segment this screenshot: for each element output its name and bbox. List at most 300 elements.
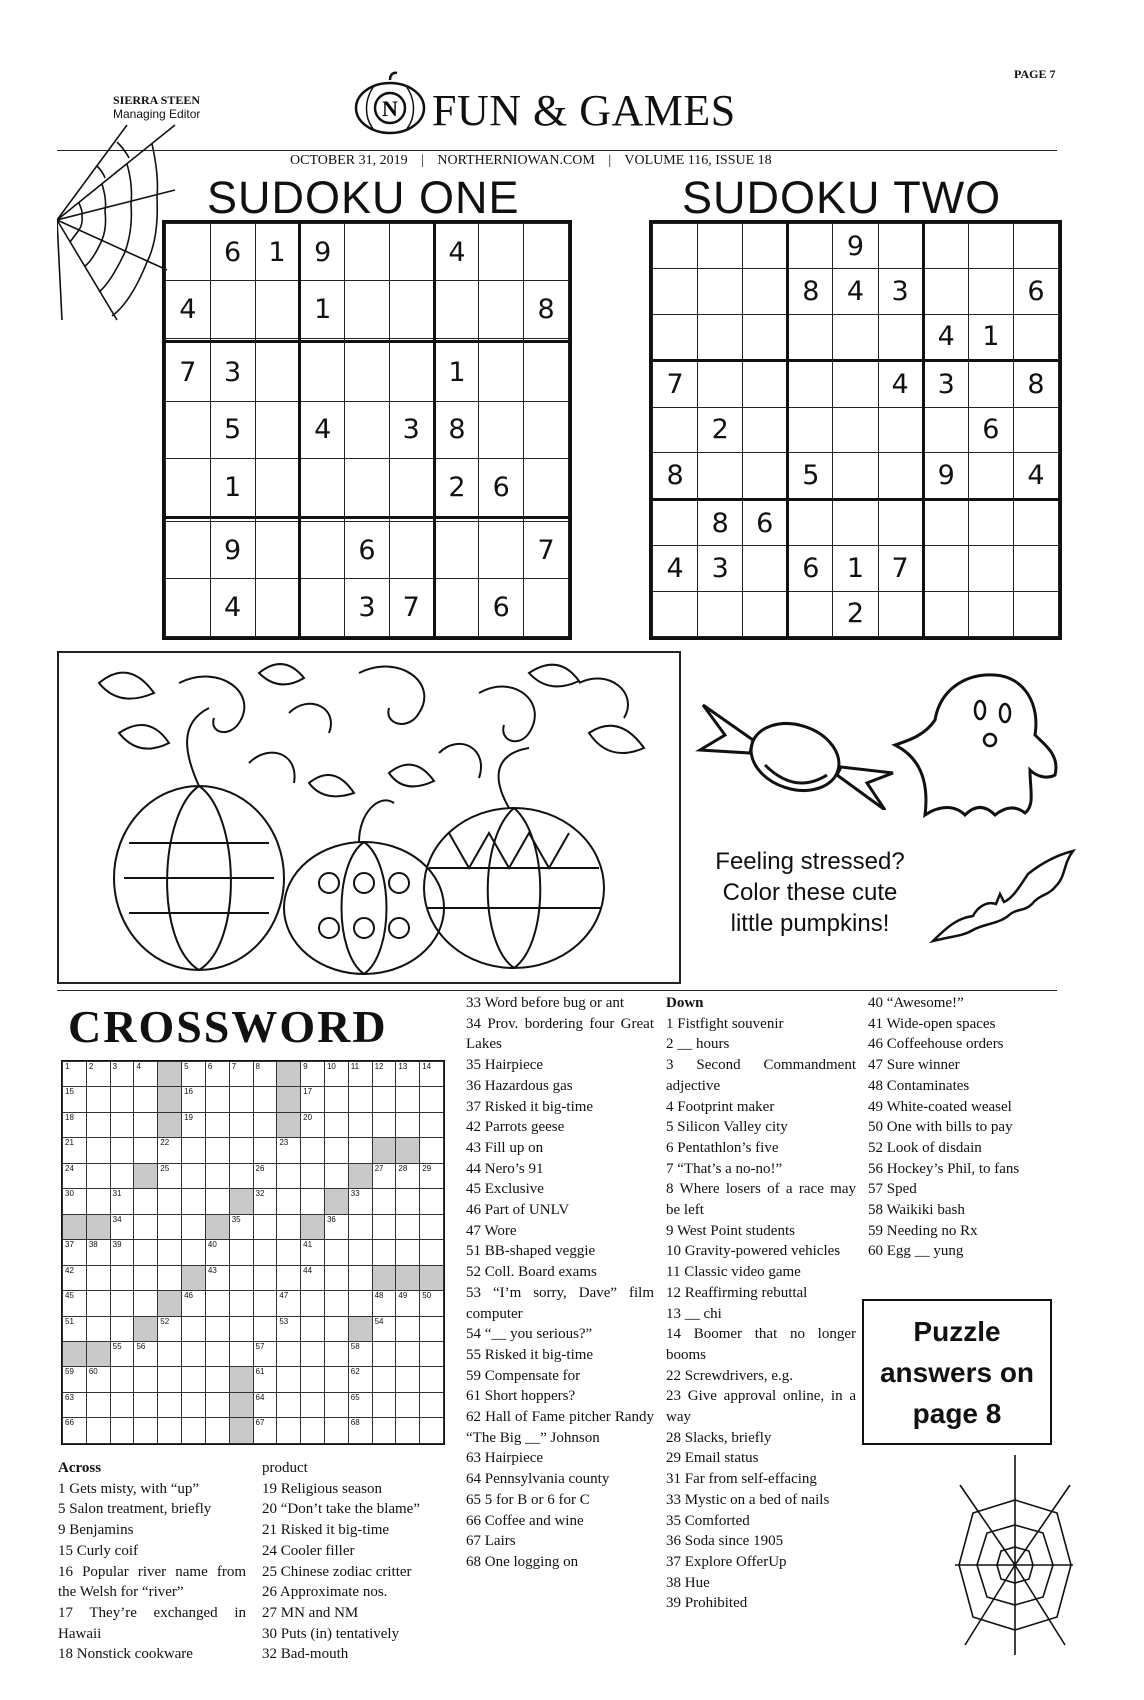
crossword-cell[interactable] <box>253 1112 277 1137</box>
sudoku-one-cell[interactable] <box>300 522 345 579</box>
crossword-cell[interactable] <box>158 1265 182 1290</box>
sudoku-two-cell[interactable] <box>653 224 698 269</box>
crossword-cell[interactable] <box>253 1214 277 1239</box>
crossword-cell[interactable] <box>134 1291 158 1316</box>
crossword-cell[interactable] <box>396 1392 420 1417</box>
sudoku-two-cell[interactable]: 1 <box>968 314 1013 361</box>
crossword-cell[interactable] <box>205 1418 229 1444</box>
sudoku-one-cell[interactable] <box>479 224 524 281</box>
crossword-cell[interactable] <box>348 1341 372 1366</box>
crossword-cell[interactable] <box>63 1163 87 1188</box>
crossword-cell[interactable] <box>182 1291 206 1316</box>
crossword-cell[interactable] <box>134 1112 158 1137</box>
sudoku-one-cell[interactable]: 1 <box>210 459 255 518</box>
sudoku-one-cell[interactable] <box>524 342 569 401</box>
sudoku-two-cell[interactable] <box>743 591 788 636</box>
sudoku-one-cell[interactable] <box>524 579 569 637</box>
crossword-cell[interactable] <box>229 1138 253 1163</box>
crossword-cell[interactable] <box>301 1265 325 1290</box>
crossword-cell[interactable] <box>182 1367 206 1392</box>
crossword-cell[interactable] <box>396 1367 420 1392</box>
crossword-cell[interactable] <box>348 1112 372 1137</box>
crossword-cell[interactable] <box>134 1418 158 1444</box>
crossword-cell[interactable] <box>205 1062 229 1087</box>
crossword-cell[interactable] <box>277 1367 301 1392</box>
sudoku-two-cell[interactable]: 4 <box>653 546 698 591</box>
sudoku-two-cell[interactable] <box>1013 546 1058 591</box>
crossword-cell[interactable] <box>110 1418 134 1444</box>
sudoku-two-cell[interactable] <box>788 361 833 408</box>
sudoku-one-cell[interactable] <box>166 579 211 637</box>
sudoku-one-cell[interactable] <box>255 342 300 401</box>
crossword-cell[interactable] <box>229 1214 253 1239</box>
crossword-cell[interactable] <box>134 1265 158 1290</box>
sudoku-one-cell[interactable]: 4 <box>300 401 345 458</box>
sudoku-one-cell[interactable] <box>389 224 434 281</box>
sudoku-one-cell[interactable] <box>434 522 479 579</box>
sudoku-one-cell[interactable]: 2 <box>434 459 479 518</box>
sudoku-two-cell[interactable] <box>743 269 788 314</box>
sudoku-one-cell[interactable] <box>434 281 479 338</box>
website-link[interactable]: NORTHERNIOWAN.COM <box>437 153 595 168</box>
crossword-cell[interactable] <box>324 1291 348 1316</box>
sudoku-one-cell[interactable] <box>389 281 434 338</box>
crossword-cell[interactable] <box>86 1163 110 1188</box>
sudoku-two-cell[interactable] <box>698 314 743 361</box>
sudoku-one-cell[interactable]: 3 <box>389 401 434 458</box>
crossword-cell[interactable] <box>134 1214 158 1239</box>
crossword-cell[interactable] <box>420 1316 444 1341</box>
crossword-cell[interactable] <box>182 1418 206 1444</box>
crossword-cell[interactable] <box>420 1291 444 1316</box>
sudoku-two-cell[interactable] <box>833 453 878 500</box>
crossword-cell[interactable] <box>277 1189 301 1214</box>
crossword-cell[interactable] <box>158 1189 182 1214</box>
sudoku-two-cell[interactable] <box>743 314 788 361</box>
crossword-cell[interactable] <box>205 1341 229 1366</box>
sudoku-one-cell[interactable] <box>345 342 390 401</box>
sudoku-one-cell[interactable]: 1 <box>255 224 300 281</box>
sudoku-one-cell[interactable] <box>479 401 524 458</box>
sudoku-two-cell[interactable] <box>1013 224 1058 269</box>
sudoku-two-cell[interactable] <box>743 407 788 452</box>
crossword-cell[interactable] <box>110 1112 134 1137</box>
crossword-cell[interactable] <box>301 1163 325 1188</box>
sudoku-one-cell[interactable] <box>524 224 569 281</box>
crossword-cell[interactable] <box>229 1316 253 1341</box>
sudoku-two-cell[interactable] <box>968 499 1013 546</box>
sudoku-two-cell[interactable]: 6 <box>1013 269 1058 314</box>
crossword-cell[interactable] <box>396 1291 420 1316</box>
sudoku-two-cell[interactable] <box>653 407 698 452</box>
sudoku-two-cell[interactable] <box>968 224 1013 269</box>
crossword-cell[interactable] <box>253 1392 277 1417</box>
sudoku-one-cell[interactable] <box>166 224 211 281</box>
crossword-cell[interactable] <box>182 1240 206 1265</box>
sudoku-one-cell[interactable]: 4 <box>434 224 479 281</box>
crossword-cell[interactable] <box>324 1112 348 1137</box>
crossword-cell[interactable] <box>182 1214 206 1239</box>
crossword-cell[interactable] <box>63 1265 87 1290</box>
sudoku-one-cell[interactable] <box>166 522 211 579</box>
crossword-cell[interactable] <box>86 1062 110 1087</box>
crossword-cell[interactable] <box>277 1418 301 1444</box>
sudoku-two-cell[interactable]: 6 <box>788 546 833 591</box>
crossword-cell[interactable] <box>324 1265 348 1290</box>
sudoku-one-cell[interactable]: 9 <box>300 224 345 281</box>
sudoku-two-cell[interactable] <box>833 499 878 546</box>
crossword-cell[interactable] <box>301 1367 325 1392</box>
crossword-cell[interactable] <box>182 1341 206 1366</box>
sudoku-two-cell[interactable] <box>743 453 788 500</box>
sudoku-two-cell[interactable]: 3 <box>923 361 968 408</box>
crossword-cell[interactable] <box>182 1316 206 1341</box>
crossword-cell[interactable] <box>372 1291 396 1316</box>
sudoku-two-cell[interactable] <box>878 314 923 361</box>
crossword-cell[interactable] <box>420 1341 444 1366</box>
crossword-cell[interactable] <box>205 1367 229 1392</box>
sudoku-two-cell[interactable] <box>698 269 743 314</box>
crossword-cell[interactable] <box>134 1138 158 1163</box>
crossword-cell[interactable] <box>301 1418 325 1444</box>
crossword-cell[interactable] <box>396 1418 420 1444</box>
crossword-cell[interactable] <box>420 1112 444 1137</box>
crossword-cell[interactable] <box>396 1087 420 1112</box>
sudoku-one-cell[interactable] <box>255 459 300 518</box>
sudoku-one-cell[interactable]: 6 <box>210 224 255 281</box>
sudoku-two-cell[interactable] <box>743 224 788 269</box>
crossword-cell[interactable] <box>86 1138 110 1163</box>
sudoku-one-cell[interactable]: 9 <box>210 522 255 579</box>
crossword-cell[interactable] <box>372 1189 396 1214</box>
sudoku-one-cell[interactable] <box>300 579 345 637</box>
sudoku-two-cell[interactable] <box>653 499 698 546</box>
crossword-cell[interactable] <box>253 1087 277 1112</box>
crossword-cell[interactable] <box>277 1316 301 1341</box>
sudoku-two-cell[interactable] <box>878 407 923 452</box>
sudoku-one-cell[interactable]: 7 <box>524 522 569 579</box>
sudoku-one-cell[interactable] <box>166 459 211 518</box>
crossword-cell[interactable] <box>182 1189 206 1214</box>
crossword-cell[interactable] <box>277 1138 301 1163</box>
crossword-cell[interactable] <box>182 1112 206 1137</box>
sudoku-two-cell[interactable] <box>833 361 878 408</box>
crossword-cell[interactable] <box>110 1240 134 1265</box>
sudoku-one-cell[interactable] <box>300 459 345 518</box>
sudoku-one-cell[interactable] <box>166 401 211 458</box>
crossword-cell[interactable] <box>324 1214 348 1239</box>
crossword-cell[interactable] <box>158 1240 182 1265</box>
crossword-cell[interactable] <box>420 1189 444 1214</box>
crossword-cell[interactable] <box>158 1214 182 1239</box>
crossword-cell[interactable] <box>420 1367 444 1392</box>
crossword-cell[interactable] <box>63 1316 87 1341</box>
crossword-cell[interactable] <box>86 1112 110 1137</box>
crossword-cell[interactable] <box>63 1189 87 1214</box>
crossword-cell[interactable] <box>63 1367 87 1392</box>
crossword-cell[interactable] <box>229 1112 253 1137</box>
sudoku-two-cell[interactable]: 2 <box>833 591 878 636</box>
crossword-cell[interactable] <box>110 1087 134 1112</box>
sudoku-two-cell[interactable]: 9 <box>923 453 968 500</box>
sudoku-one-cell[interactable]: 1 <box>434 342 479 401</box>
sudoku-one-cell[interactable]: 4 <box>166 281 211 338</box>
crossword-cell[interactable] <box>253 1341 277 1366</box>
crossword-cell[interactable] <box>158 1367 182 1392</box>
crossword-cell[interactable] <box>134 1062 158 1087</box>
crossword-cell[interactable] <box>372 1112 396 1137</box>
sudoku-two-cell[interactable] <box>833 407 878 452</box>
crossword-cell[interactable] <box>182 1087 206 1112</box>
crossword-cell[interactable] <box>420 1418 444 1444</box>
crossword-cell[interactable] <box>205 1138 229 1163</box>
crossword-cell[interactable] <box>158 1418 182 1444</box>
sudoku-two-cell[interactable]: 8 <box>698 499 743 546</box>
crossword-cell[interactable] <box>110 1163 134 1188</box>
sudoku-one-cell[interactable] <box>255 401 300 458</box>
sudoku-two-cell[interactable] <box>788 314 833 361</box>
crossword-cell[interactable] <box>301 1291 325 1316</box>
crossword-cell[interactable] <box>301 1138 325 1163</box>
sudoku-two-cell[interactable] <box>968 269 1013 314</box>
sudoku-two-cell[interactable] <box>743 361 788 408</box>
crossword-cell[interactable] <box>301 1062 325 1087</box>
crossword-cell[interactable] <box>229 1062 253 1087</box>
crossword-cell[interactable] <box>134 1341 158 1366</box>
crossword-cell[interactable] <box>229 1163 253 1188</box>
crossword-cell[interactable] <box>301 1240 325 1265</box>
crossword-cell[interactable] <box>253 1291 277 1316</box>
sudoku-two-cell[interactable]: 4 <box>1013 453 1058 500</box>
crossword-cell[interactable] <box>158 1341 182 1366</box>
crossword-cell[interactable] <box>396 1163 420 1188</box>
crossword-cell[interactable] <box>63 1087 87 1112</box>
crossword-cell[interactable] <box>86 1240 110 1265</box>
crossword-cell[interactable] <box>134 1087 158 1112</box>
sudoku-two-cell[interactable] <box>923 407 968 452</box>
sudoku-two-cell[interactable] <box>698 591 743 636</box>
sudoku-two-cell[interactable] <box>1013 314 1058 361</box>
crossword-cell[interactable] <box>134 1367 158 1392</box>
crossword-cell[interactable] <box>229 1291 253 1316</box>
crossword-cell[interactable] <box>205 1112 229 1137</box>
crossword-cell[interactable] <box>110 1341 134 1366</box>
crossword-cell[interactable] <box>420 1062 444 1087</box>
sudoku-two-cell[interactable]: 4 <box>878 361 923 408</box>
crossword-cell[interactable] <box>253 1316 277 1341</box>
sudoku-two-cell[interactable]: 7 <box>653 361 698 408</box>
crossword-cell[interactable] <box>324 1341 348 1366</box>
crossword-cell[interactable] <box>110 1062 134 1087</box>
crossword-cell[interactable] <box>253 1367 277 1392</box>
sudoku-one-cell[interactable] <box>479 522 524 579</box>
crossword-cell[interactable] <box>301 1341 325 1366</box>
sudoku-two-cell[interactable] <box>1013 499 1058 546</box>
crossword-cell[interactable] <box>205 1392 229 1417</box>
crossword-cell[interactable] <box>420 1392 444 1417</box>
crossword-cell[interactable] <box>205 1189 229 1214</box>
sudoku-two-cell[interactable] <box>1013 591 1058 636</box>
crossword-cell[interactable] <box>158 1392 182 1417</box>
crossword-cell[interactable] <box>277 1265 301 1290</box>
crossword-cell[interactable] <box>301 1316 325 1341</box>
sudoku-two-cell[interactable]: 4 <box>923 314 968 361</box>
crossword-cell[interactable] <box>63 1240 87 1265</box>
crossword-cell[interactable] <box>253 1240 277 1265</box>
crossword-cell[interactable] <box>396 1214 420 1239</box>
crossword-cell[interactable] <box>182 1392 206 1417</box>
crossword-cell[interactable] <box>348 1189 372 1214</box>
sudoku-two-cell[interactable]: 6 <box>968 407 1013 452</box>
sudoku-two-cell[interactable] <box>833 314 878 361</box>
crossword-cell[interactable] <box>229 1240 253 1265</box>
sudoku-one-cell[interactable] <box>524 459 569 518</box>
sudoku-one-cell[interactable] <box>345 281 390 338</box>
crossword-cell[interactable] <box>253 1138 277 1163</box>
crossword-cell[interactable] <box>324 1316 348 1341</box>
crossword-cell[interactable] <box>348 1291 372 1316</box>
crossword-cell[interactable] <box>396 1341 420 1366</box>
crossword-cell[interactable] <box>86 1418 110 1444</box>
sudoku-two-cell[interactable]: 8 <box>653 453 698 500</box>
crossword-cell[interactable] <box>277 1163 301 1188</box>
crossword-cell[interactable] <box>372 1240 396 1265</box>
crossword-cell[interactable] <box>420 1240 444 1265</box>
sudoku-two-cell[interactable] <box>878 591 923 636</box>
crossword-cell[interactable] <box>348 1265 372 1290</box>
crossword-cell[interactable] <box>372 1418 396 1444</box>
sudoku-two-cell[interactable] <box>1013 407 1058 452</box>
crossword-cell[interactable] <box>63 1291 87 1316</box>
crossword-cell[interactable] <box>158 1138 182 1163</box>
sudoku-two-cell[interactable] <box>788 407 833 452</box>
crossword-cell[interactable] <box>301 1087 325 1112</box>
crossword-cell[interactable] <box>110 1189 134 1214</box>
crossword-cell[interactable] <box>86 1392 110 1417</box>
crossword-cell[interactable] <box>205 1291 229 1316</box>
sudoku-two-cell[interactable] <box>698 453 743 500</box>
sudoku-two-cell[interactable] <box>788 499 833 546</box>
sudoku-one-cell[interactable]: 8 <box>434 401 479 458</box>
sudoku-one-cell[interactable] <box>524 401 569 458</box>
crossword-cell[interactable] <box>420 1087 444 1112</box>
crossword-cell[interactable] <box>277 1291 301 1316</box>
sudoku-one-cell[interactable]: 4 <box>210 579 255 637</box>
crossword-cell[interactable] <box>253 1418 277 1444</box>
crossword-cell[interactable] <box>86 1367 110 1392</box>
crossword-cell[interactable] <box>396 1112 420 1137</box>
crossword-cell[interactable] <box>372 1367 396 1392</box>
crossword-cell[interactable] <box>253 1265 277 1290</box>
crossword-cell[interactable] <box>205 1265 229 1290</box>
crossword-cell[interactable] <box>420 1163 444 1188</box>
crossword-cell[interactable] <box>277 1240 301 1265</box>
sudoku-one-cell[interactable]: 3 <box>210 342 255 401</box>
crossword-cell[interactable] <box>158 1316 182 1341</box>
sudoku-one-cell[interactable]: 7 <box>166 342 211 401</box>
crossword-cell[interactable] <box>110 1214 134 1239</box>
crossword-cell[interactable] <box>205 1240 229 1265</box>
crossword-cell[interactable] <box>253 1163 277 1188</box>
crossword-cell[interactable] <box>348 1062 372 1087</box>
crossword-cell[interactable] <box>110 1367 134 1392</box>
sudoku-one-cell[interactable] <box>345 401 390 458</box>
crossword-cell[interactable] <box>63 1138 87 1163</box>
crossword-cell[interactable] <box>86 1189 110 1214</box>
sudoku-two-cell[interactable] <box>968 546 1013 591</box>
sudoku-two-cell[interactable] <box>878 453 923 500</box>
sudoku-one-cell[interactable] <box>434 579 479 637</box>
crossword-cell[interactable] <box>372 1087 396 1112</box>
sudoku-two-cell[interactable] <box>743 546 788 591</box>
crossword-cell[interactable] <box>277 1392 301 1417</box>
crossword-cell[interactable] <box>205 1087 229 1112</box>
crossword-cell[interactable] <box>396 1189 420 1214</box>
sudoku-one-cell[interactable]: 6 <box>345 522 390 579</box>
crossword-cell[interactable] <box>110 1265 134 1290</box>
sudoku-two-cell[interactable]: 9 <box>833 224 878 269</box>
sudoku-two-cell[interactable] <box>653 269 698 314</box>
sudoku-two-cell[interactable] <box>878 224 923 269</box>
sudoku-one-cell[interactable]: 6 <box>479 579 524 637</box>
sudoku-two-cell[interactable] <box>923 269 968 314</box>
crossword-cell[interactable] <box>63 1112 87 1137</box>
sudoku-two-cell[interactable]: 8 <box>1013 361 1058 408</box>
crossword-cell[interactable] <box>86 1087 110 1112</box>
sudoku-one-cell[interactable] <box>255 281 300 338</box>
crossword-cell[interactable] <box>372 1392 396 1417</box>
sudoku-one-cell[interactable] <box>255 579 300 637</box>
crossword-cell[interactable] <box>324 1138 348 1163</box>
crossword-cell[interactable] <box>63 1392 87 1417</box>
crossword-cell[interactable] <box>324 1087 348 1112</box>
sudoku-two-cell[interactable] <box>968 591 1013 636</box>
sudoku-two-cell[interactable] <box>923 224 968 269</box>
sudoku-two-cell[interactable] <box>968 361 1013 408</box>
crossword-cell[interactable] <box>86 1265 110 1290</box>
crossword-cell[interactable] <box>372 1214 396 1239</box>
crossword-cell[interactable] <box>229 1087 253 1112</box>
crossword-cell[interactable] <box>348 1214 372 1239</box>
sudoku-two-cell[interactable] <box>698 361 743 408</box>
crossword-cell[interactable] <box>134 1240 158 1265</box>
crossword-cell[interactable] <box>134 1189 158 1214</box>
crossword-cell[interactable] <box>372 1341 396 1366</box>
crossword-cell[interactable] <box>277 1214 301 1239</box>
sudoku-one-cell[interactable] <box>300 342 345 401</box>
crossword-cell[interactable] <box>86 1316 110 1341</box>
crossword-cell[interactable] <box>182 1163 206 1188</box>
sudoku-one-cell[interactable]: 5 <box>210 401 255 458</box>
crossword-cell[interactable] <box>229 1341 253 1366</box>
sudoku-two-cell[interactable]: 3 <box>878 269 923 314</box>
crossword-cell[interactable] <box>348 1087 372 1112</box>
sudoku-two-cell[interactable] <box>923 499 968 546</box>
crossword-cell[interactable] <box>134 1392 158 1417</box>
sudoku-one-cell[interactable] <box>479 281 524 338</box>
sudoku-one-cell[interactable]: 1 <box>300 281 345 338</box>
sudoku-two-cell[interactable]: 3 <box>698 546 743 591</box>
crossword-cell[interactable] <box>324 1392 348 1417</box>
crossword-cell[interactable] <box>253 1062 277 1087</box>
sudoku-one-cell[interactable] <box>389 342 434 401</box>
sudoku-one-cell[interactable] <box>389 459 434 518</box>
crossword-cell[interactable] <box>396 1316 420 1341</box>
crossword-cell[interactable] <box>158 1163 182 1188</box>
sudoku-two-cell[interactable] <box>878 499 923 546</box>
sudoku-one-cell[interactable]: 6 <box>479 459 524 518</box>
crossword-cell[interactable] <box>396 1240 420 1265</box>
